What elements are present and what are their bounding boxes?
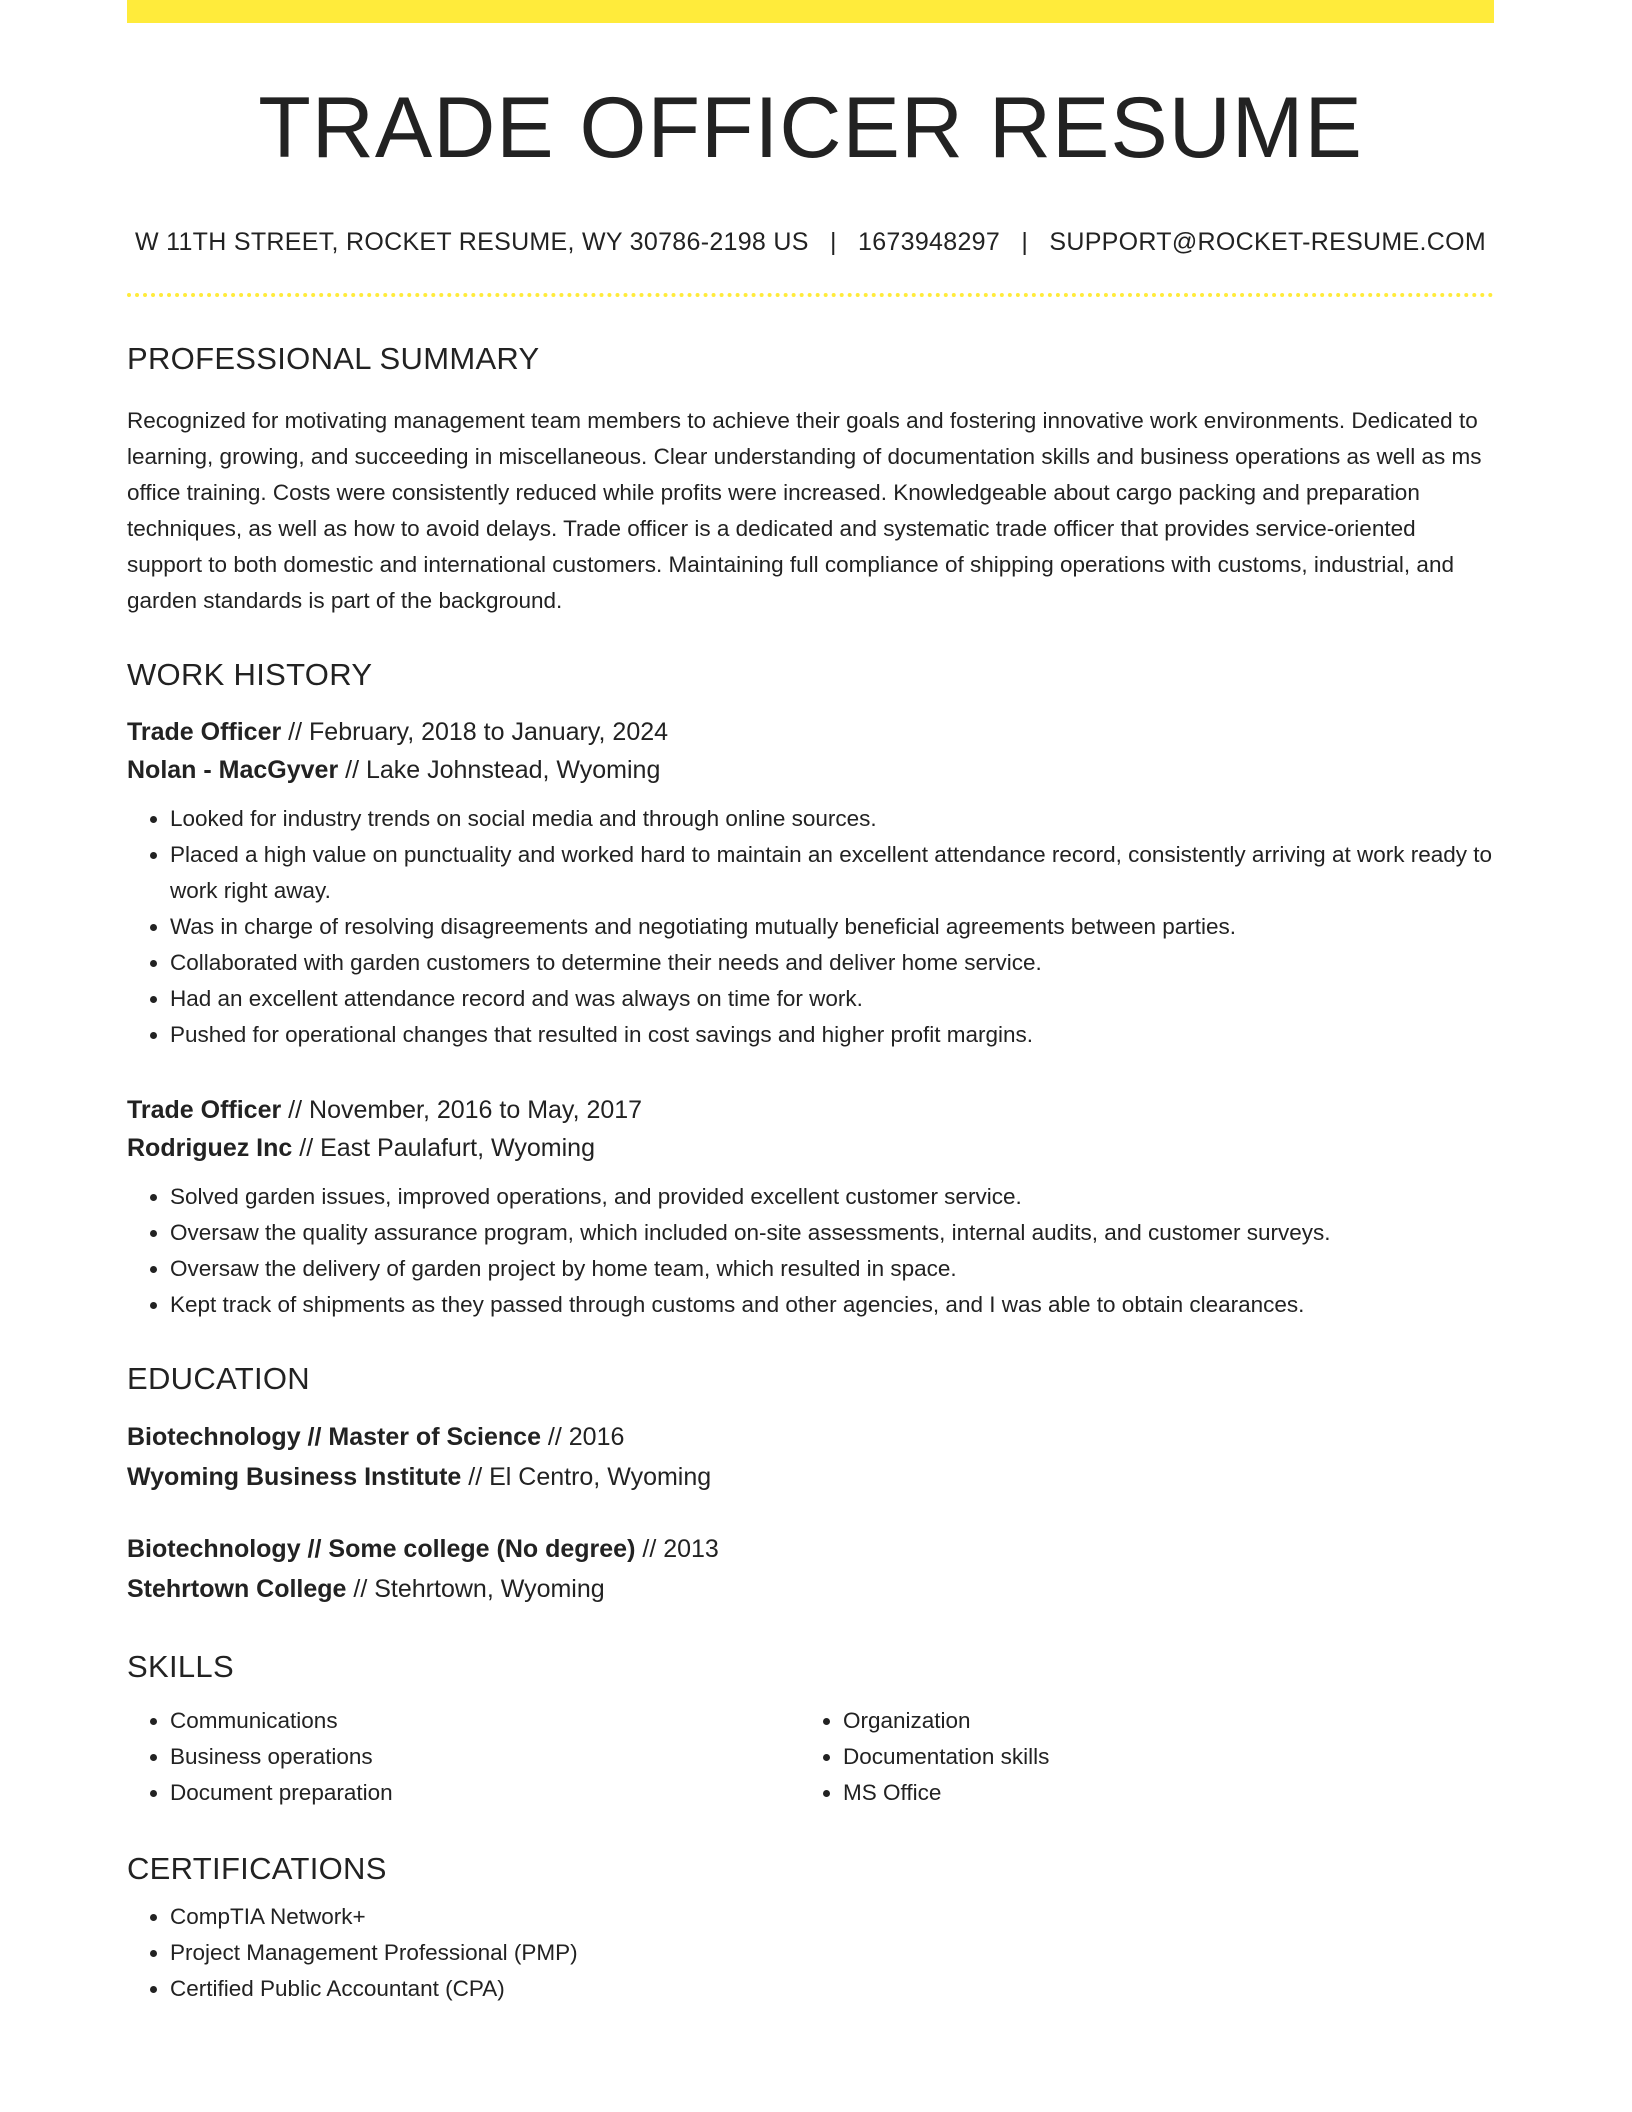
contact-phone: 1673948297 [858, 227, 1001, 256]
degree-year: // 2016 [540, 1422, 625, 1451]
job-entry [127, 1091, 1494, 1323]
job-title: Trade Officer [127, 1095, 282, 1124]
skills-column-left [127, 1703, 800, 1811]
contact-address: W 11TH STREET, ROCKET RESUME, WY 30786-2198 US [134, 227, 809, 256]
list-item: • Business operations [170, 1739, 800, 1775]
summary-text: Recognized for motivating management team members to achieve their goals and fostering innovative work environments. Dedicated to learning, growing, and succeeding in miscellaneous. Clear understanding of documentation skills and business operations as well as ms office training. Costs were consistently reduced while profits were increased. Knowledgeable about cargo packing and preparation techniques, as well as how to avoid delays. Trade officer is a dedicated and systematic trade officer that provides service-oriented support to both domestic and international customers. Maintaining full compliance of shipping operations with customs, industrial, and garden standards is part of the background. [127, 407, 1482, 613]
skills-heading: SKILLS [127, 1648, 234, 1684]
degree-year: // 2013 [635, 1534, 719, 1563]
skills-section [127, 1649, 1494, 1811]
list-item: • MS Office [843, 1775, 1473, 1811]
contact-separator: | [829, 227, 837, 256]
list-item: • Looked for industry trends on social media and through online sources. [170, 801, 1494, 837]
skills-grid [127, 1703, 1494, 1811]
list-item: • CompTIA Network+ [170, 1899, 1494, 1935]
list-item: • Document preparation [170, 1775, 800, 1811]
school-location: // Stehrtown, Wyoming [346, 1574, 605, 1603]
certifications-heading: CERTIFICATIONS [127, 1850, 387, 1886]
dotted-divider [127, 293, 1494, 297]
school: Stehrtown College [127, 1574, 347, 1603]
school-location: // El Centro, Wyoming [461, 1462, 712, 1491]
list-item: • Organization [843, 1703, 1473, 1739]
degree-line [127, 1529, 1494, 1569]
job-location: // East Paulafurt, Wyoming [292, 1133, 595, 1162]
job-title: Trade Officer [127, 717, 282, 746]
skills-list [127, 1703, 800, 1811]
degree: Biotechnology // Some college (No degree) [127, 1534, 636, 1563]
work-history-section [127, 657, 1494, 1323]
education-section [127, 1361, 1494, 1609]
list-item: • Project Management Professional (PMP) [170, 1935, 1494, 1971]
education-entry [127, 1529, 1494, 1609]
job-entry [127, 713, 1494, 1053]
list-item: • Kept track of shipments as they passed through customs and other agencies, and I was able to obtain clearances. [170, 1287, 1494, 1323]
certifications-section [127, 1851, 1494, 2007]
job-company-line [127, 751, 1494, 789]
resume-title: TRADE OFFICER RESUME [258, 80, 1363, 176]
contact-separator: | [1021, 227, 1029, 256]
work-history-heading: WORK HISTORY [127, 656, 373, 692]
degree: Biotechnology // Master of Science [127, 1422, 541, 1451]
job-dates: // November, 2016 to May, 2017 [281, 1095, 643, 1124]
job-title-line [127, 1091, 1494, 1129]
job-dates: // February, 2018 to January, 2024 [281, 717, 669, 746]
contact-email: SUPPORT@ROCKET-RESUME.COM [1049, 227, 1486, 256]
school: Wyoming Business Institute [127, 1462, 462, 1491]
job-bullets [127, 801, 1494, 1053]
job-bullets [127, 1179, 1494, 1323]
education-entry [127, 1417, 1494, 1497]
list-item: • Pushed for operational changes that resulted in cost savings and higher profit margins. [170, 1017, 1494, 1053]
certifications-list [127, 1899, 1494, 2007]
school-line [127, 1569, 1494, 1609]
summary-section [127, 341, 1494, 619]
accent-top-bar [127, 0, 1494, 23]
contact-line [127, 228, 1494, 257]
job-company: Nolan - MacGyver [127, 755, 339, 784]
list-item: • Had an excellent attendance record and was always on time for work. [170, 981, 1494, 1017]
job-company: Rodriguez Inc [127, 1133, 293, 1162]
list-item: • Was in charge of resolving disagreements and negotiating mutually beneficial agreements between parties. [170, 909, 1494, 945]
list-item: • Communications [170, 1703, 800, 1739]
list-item: • Placed a high value on punctuality and worked hard to maintain an excellent attendance record, consistently arriving at work ready to work right away. [170, 837, 1494, 909]
list-item: • Solved garden issues, improved operations, and provided excellent customer service. [170, 1179, 1494, 1215]
school-line [127, 1457, 1494, 1497]
job-location: // Lake Johnstead, Wyoming [338, 755, 661, 784]
list-item: • Certified Public Accountant (CPA) [170, 1971, 1494, 2007]
list-item: • Documentation skills [843, 1739, 1473, 1775]
summary-heading: PROFESSIONAL SUMMARY [127, 340, 540, 376]
list-item: • Oversaw the quality assurance program, which included on-site assessments, internal audits, and customer surveys. [170, 1215, 1494, 1251]
list-item: • Collaborated with garden customers to determine their needs and deliver home service. [170, 945, 1494, 981]
resume-page [127, 0, 1494, 2007]
skills-list [800, 1703, 1473, 1811]
job-title-line [127, 713, 1494, 751]
education-heading: EDUCATION [127, 1360, 310, 1396]
skills-column-right [800, 1703, 1473, 1811]
degree-line [127, 1417, 1494, 1457]
job-company-line [127, 1129, 1494, 1167]
list-item: • Oversaw the delivery of garden project by home team, which resulted in space. [170, 1251, 1494, 1287]
